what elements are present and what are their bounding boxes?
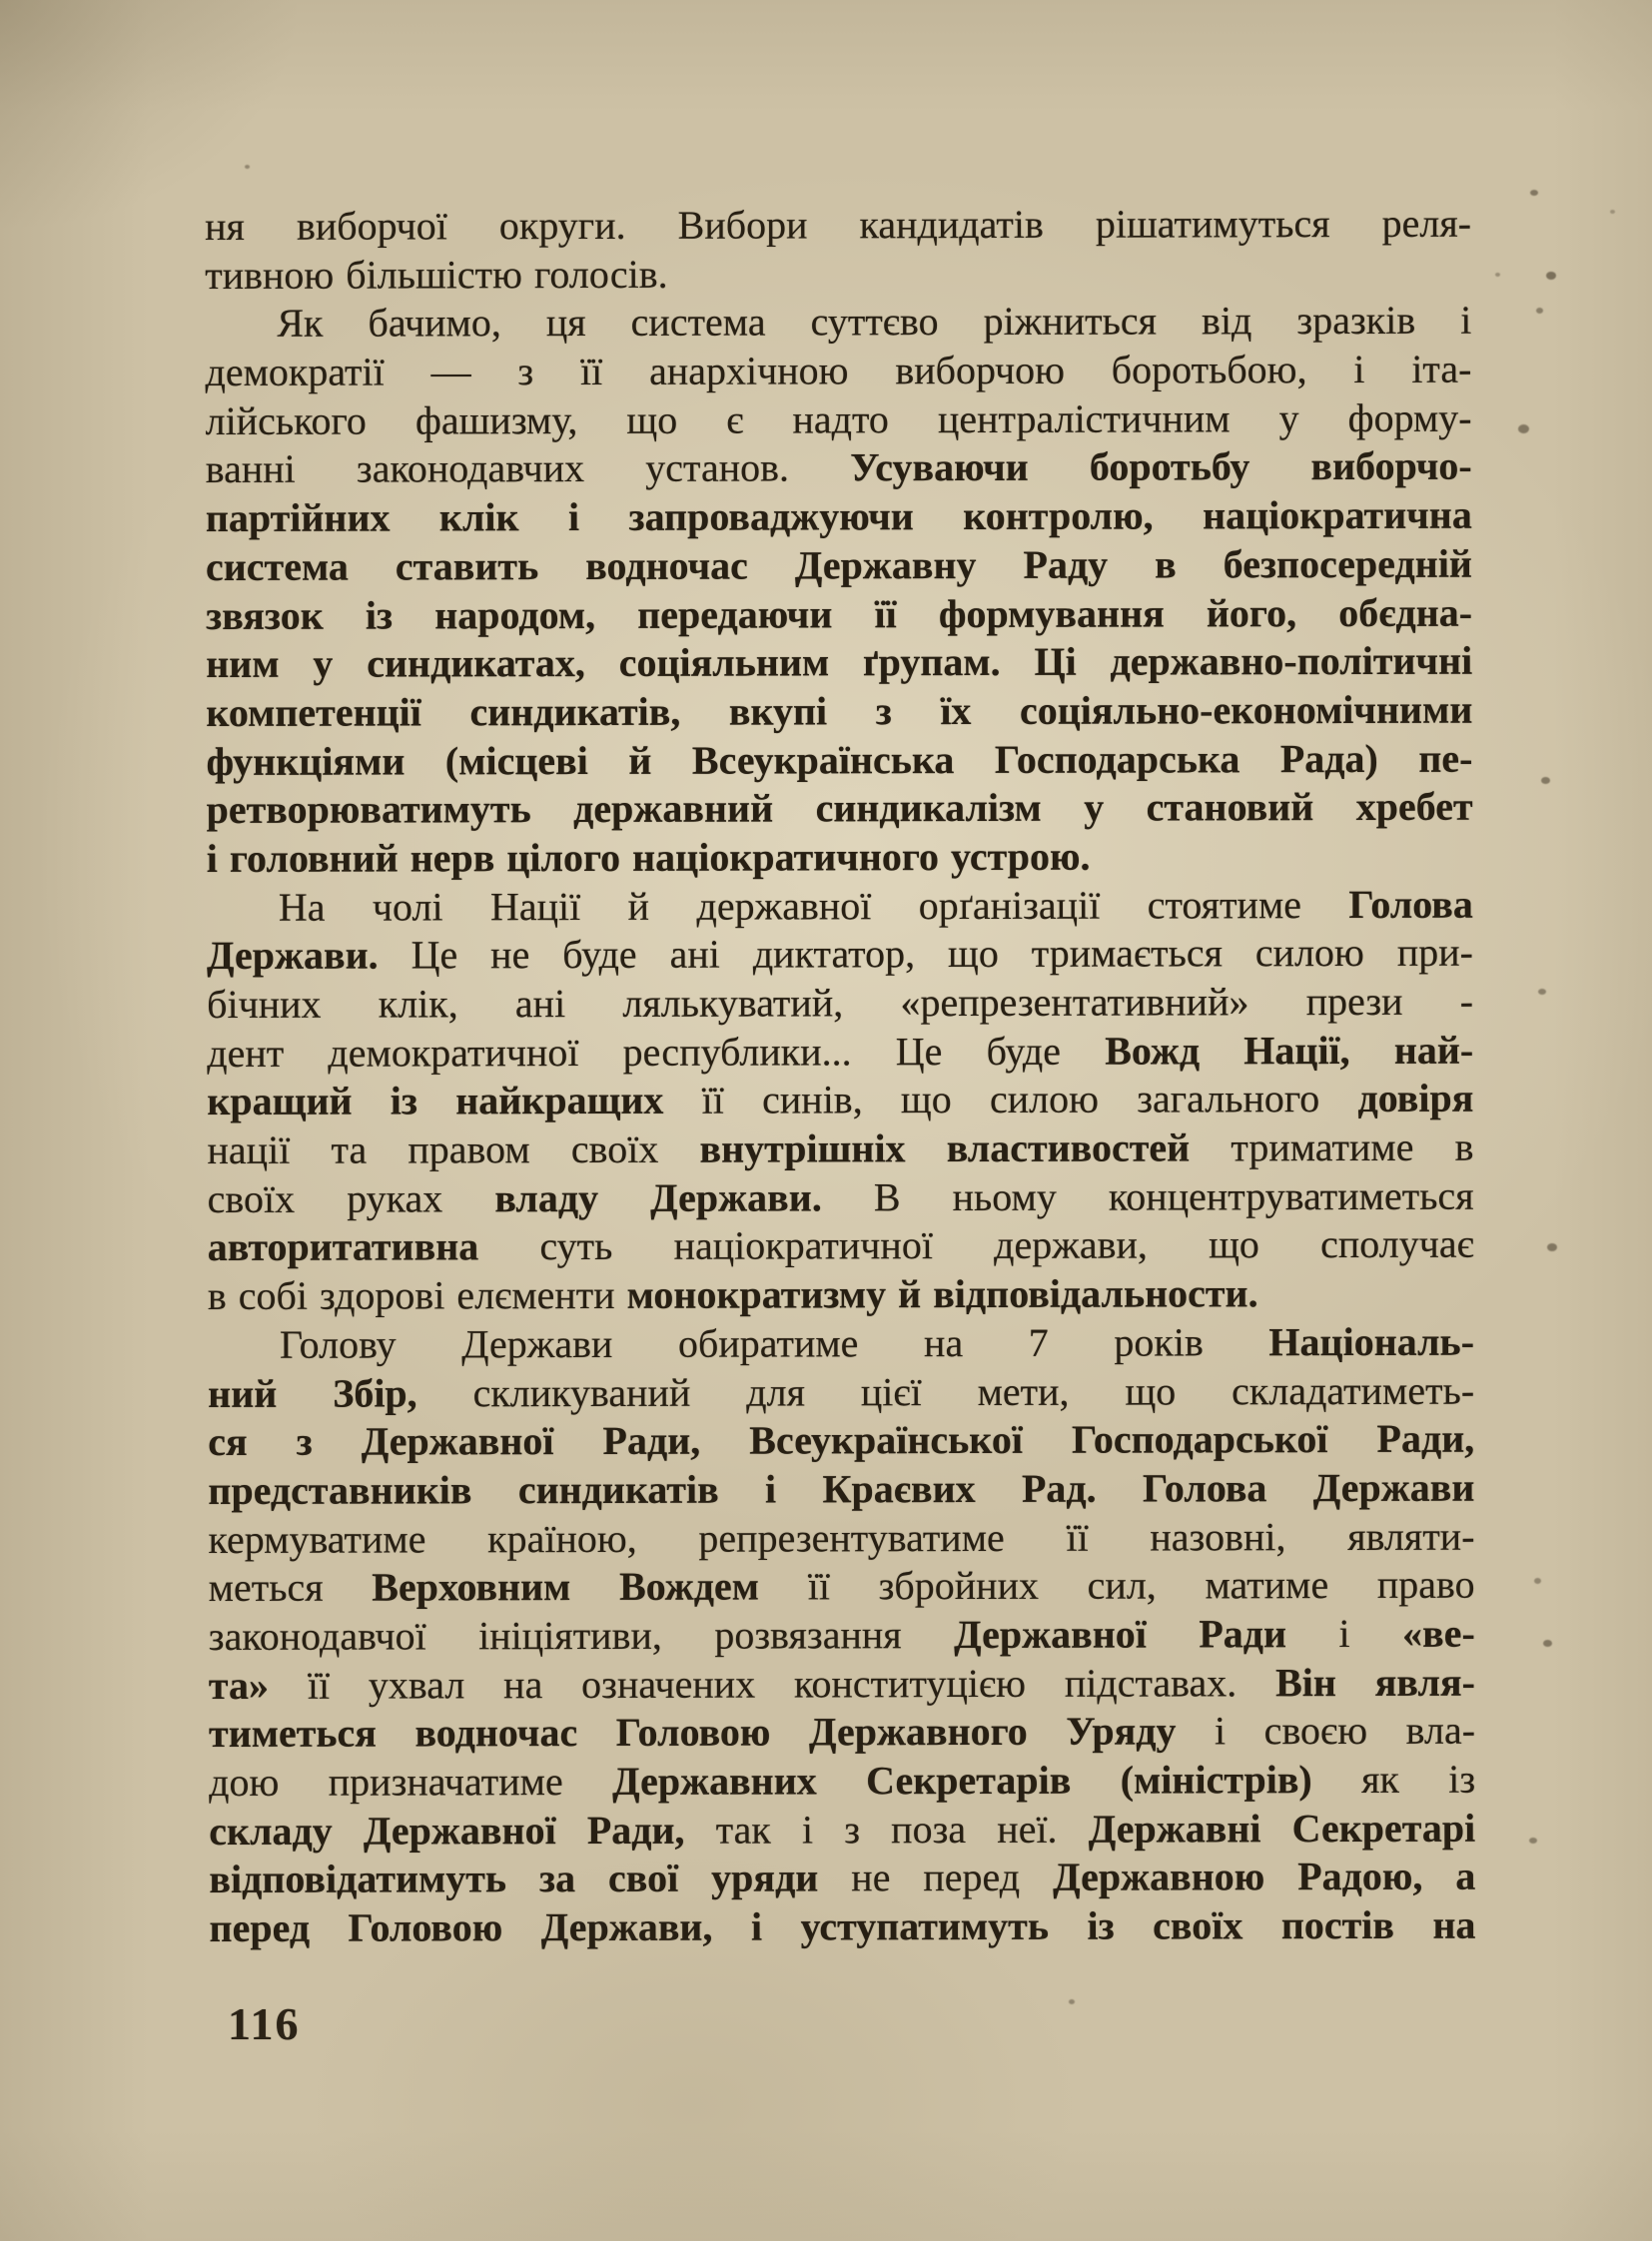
text-segment: не перед	[818, 1855, 1054, 1900]
text-line	[209, 1804, 1475, 1856]
ink-speck	[1541, 777, 1550, 784]
text-segment: її ухвал на означених конституцією підставах.	[268, 1659, 1276, 1708]
text-line	[206, 734, 1472, 786]
text-segment: триматиме в	[1190, 1123, 1474, 1170]
text-segment: нації та правом своїх	[207, 1125, 700, 1173]
ink-speck	[997, 515, 1001, 518]
text-line	[205, 200, 1471, 252]
text-line	[207, 1123, 1473, 1175]
text-line	[207, 929, 1473, 981]
text-segment-bold: тиметься водночас Головою Державного Уряду	[208, 1708, 1177, 1757]
ink-speck	[245, 165, 250, 169]
text-segment: в собі здорові елєменти	[207, 1272, 627, 1319]
ink-speck	[1530, 190, 1538, 196]
text-line	[206, 686, 1472, 738]
text-segment-bold: партійних клік і запроваджуючи контролю, націократична	[205, 491, 1472, 541]
text-segment-bold: система ставить водночас Державну Раду в безпосередній	[205, 540, 1473, 589]
text-segment: законодавчої ініціятиви, розвязання	[208, 1611, 955, 1659]
text-line	[208, 1512, 1474, 1564]
text-segment: ня виборчої округи. Вибори кандидатів рішатимуться реля-	[205, 200, 1472, 249]
text-segment-bold: кращий із найкращих	[207, 1078, 664, 1124]
ink-speck	[1610, 210, 1615, 214]
page-text	[205, 200, 1476, 1953]
text-segment: кермуватиме країною, репрезентуватиме її назовні, являти-	[208, 1513, 1475, 1562]
ink-speck	[1529, 1838, 1537, 1844]
text-line	[207, 832, 1473, 884]
text-segment: і	[1285, 1610, 1403, 1657]
text-segment: На чолі Нації й державної орґанізації стоятиме	[278, 881, 1349, 930]
text-line	[206, 393, 1472, 445]
ink-speck	[1547, 1243, 1557, 1251]
text-segment-bold: авторитативна	[207, 1223, 479, 1270]
text-segment: лійського фашизму, що є надто централістичним у форму-	[205, 394, 1472, 443]
text-line	[209, 1610, 1475, 1662]
text-segment: тивною більшістю голосів.	[205, 251, 668, 298]
text-line	[207, 978, 1473, 1030]
text-line	[209, 1561, 1475, 1613]
text-line	[209, 1658, 1475, 1710]
text-line	[206, 442, 1472, 494]
text-segment-bold: компетенції синдикатів, вкупі з їх соціяльно-економічними	[206, 686, 1473, 735]
ink-speck	[1069, 1999, 1075, 2004]
text-line	[208, 1464, 1474, 1516]
text-segment-bold: внутрішніх властивостей	[699, 1124, 1191, 1171]
text-line	[208, 1415, 1474, 1467]
ink-speck	[1538, 989, 1546, 995]
text-segment-bold: «ве-	[1402, 1610, 1475, 1656]
text-segment: Голову Держави обиратиме на 7 років	[279, 1319, 1269, 1367]
text-segment: В ньому концентруватиметься	[821, 1172, 1474, 1220]
text-segment-bold: звязок із народом, передаючи її формування його, обєдна-	[206, 589, 1473, 638]
ink-speck	[1546, 272, 1556, 280]
page-number: 116	[228, 1998, 301, 2049]
text-segment: Як бачимо, ця система суттєво ріжниться від зразків і	[277, 298, 1472, 347]
text-segment: і своєю вла-	[1176, 1707, 1476, 1754]
text-segment: бічних клік, ані лялькуватий, «репрезентативний» прези -	[207, 978, 1474, 1027]
text-segment-bold: перед Головою Держави, і уступатимуть із своїх постів на	[209, 1901, 1476, 1951]
text-segment-bold: довіря	[1357, 1076, 1474, 1121]
text-segment-bold: Держави.	[206, 932, 379, 979]
text-segment: як із	[1311, 1756, 1476, 1803]
text-line	[205, 248, 1471, 300]
text-line	[208, 1220, 1474, 1272]
text-segment-bold: ся з Державної Ради, Всеукраїнської Господарської Ради,	[208, 1415, 1475, 1465]
text-segment-bold: ним у синдикатах, соціяльним ґрупам. Ці державно-політичні	[206, 637, 1473, 687]
text-line	[208, 1366, 1474, 1418]
text-segment: суть націократичної держави, що сполучає	[478, 1221, 1474, 1269]
text-segment: меться	[208, 1564, 373, 1611]
text-segment-bold: Державної Ради	[954, 1611, 1287, 1657]
text-segment: скликуваний для цієї мети, що складатиметь-	[416, 1367, 1475, 1415]
text-segment: ванні законодавчих установ.	[205, 444, 851, 492]
text-line	[209, 1756, 1475, 1808]
text-segment-bold: Державних Секретарів (міністрів)	[611, 1757, 1312, 1804]
text-segment-bold: Голова	[1348, 881, 1473, 927]
text-line	[205, 297, 1471, 349]
text-segment-bold: Національ-	[1268, 1318, 1475, 1365]
text-segment-bold: Верховним Вождем	[372, 1563, 760, 1610]
text-segment-bold: та»	[208, 1662, 270, 1708]
text-line	[206, 637, 1472, 689]
text-segment-bold: Він явля-	[1275, 1659, 1475, 1705]
text-segment: дою призначатиме	[209, 1758, 613, 1805]
text-segment-bold: владу Держави.	[494, 1174, 822, 1220]
text-segment: Це не буде ані диктатор, що тримається силою при-	[378, 929, 1474, 978]
text-segment: своїх руках	[207, 1174, 495, 1221]
ink-speck	[1495, 273, 1500, 277]
text-segment: її синів, що силою загального	[663, 1076, 1358, 1123]
text-segment: дент демократичної республики... Це буде	[207, 1028, 1106, 1076]
text-segment: демократії — з її анархічною виборчою боротьбою, і іта-	[205, 346, 1472, 395]
text-line	[209, 1707, 1475, 1759]
ink-speck	[1536, 308, 1543, 314]
text-segment-bold: ний Збір,	[208, 1369, 417, 1416]
text-segment-bold: відповідатимуть за свої уряди	[209, 1855, 819, 1902]
text-line	[205, 346, 1471, 397]
ink-speck	[1534, 1578, 1541, 1584]
text-line	[207, 783, 1473, 835]
text-line	[209, 1853, 1475, 1904]
text-segment-bold: складу Державної Ради,	[209, 1807, 685, 1854]
text-segment-bold: Державні Секретарі	[1088, 1805, 1476, 1852]
text-line	[208, 1269, 1474, 1321]
text-segment: її збройних сил, матиме право	[758, 1561, 1475, 1609]
text-line	[206, 539, 1472, 591]
text-line	[206, 491, 1472, 543]
text-segment-bold: монократизму й відповідальности.	[626, 1270, 1258, 1318]
text-segment-bold: Державною Радою, а	[1052, 1854, 1476, 1900]
text-line	[208, 1171, 1474, 1223]
text-line	[208, 1317, 1474, 1369]
text-line	[206, 588, 1472, 640]
text-segment-bold: функціями (місцеві й Всеукраїнська Господарська Рада) пе-	[206, 735, 1473, 784]
text-segment-bold: і головний нерв цілого націократичного устрою.	[206, 833, 1091, 881]
text-segment: так і з поза неї.	[684, 1806, 1089, 1853]
text-segment-bold: представників синдикатів і Краєвих Рад. Голова Держави	[208, 1464, 1475, 1513]
text-segment-bold: Усуваючи боротьбу виборчо-	[850, 443, 1472, 490]
text-line	[207, 1026, 1473, 1078]
text-segment-bold: ретворюватимуть державний синдикалізм у становий хребет	[206, 783, 1473, 833]
text-line	[207, 880, 1473, 932]
text-line	[207, 1075, 1473, 1126]
text-line	[209, 1901, 1475, 1953]
ink-speck	[1543, 1640, 1552, 1647]
ink-speck	[1518, 424, 1529, 433]
text-segment-bold: Вожд Нації, най-	[1105, 1027, 1474, 1074]
